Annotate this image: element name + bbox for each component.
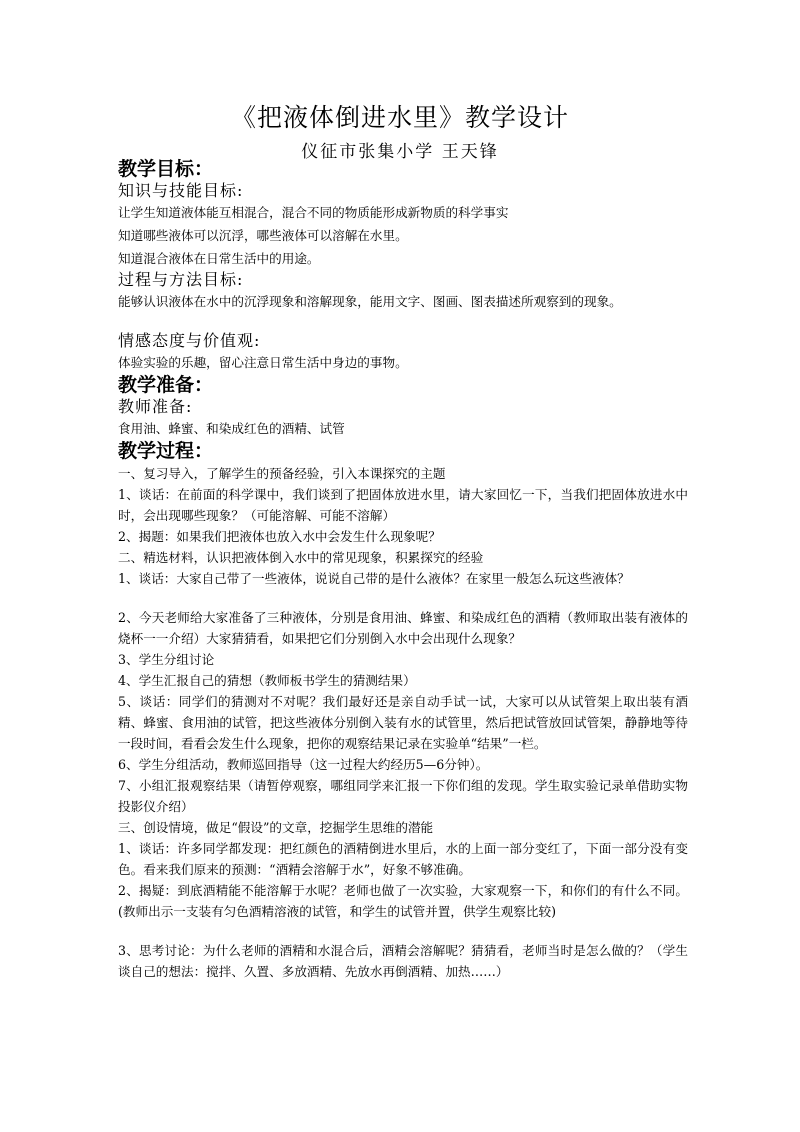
goals-heading: 教学目标： xyxy=(118,158,214,180)
procedure-line: 一、复习导入，了解学生的预备经验，引入本课探究的主题 xyxy=(118,466,446,481)
teacher-prep-heading: 教师准备: xyxy=(118,397,193,416)
paragraph: 食用油、蜂蜜、和染成红色的酒精、试管 xyxy=(118,421,345,436)
procedure-line: 2、今天老师给大家准备了三种液体，分别是食用油、蜂蜜、和染成红色的酒精（教师取出装有液体的烧杯一一介绍）大家猜猜看，如果把它们分别倒入水中会出现什么现象？ xyxy=(118,610,688,646)
procedure-line: 7、小组汇报观察结果（请暂停观察，哪组同学来汇报一下你们组的发现。学生取实验记录单借助实物投影仪介绍） xyxy=(118,778,688,814)
paragraph: 让学生知道液体能互相混合，混合不同的物质能形成新物质的科学事实 xyxy=(118,205,509,220)
knowledge-heading: 知识与技能目标: xyxy=(118,181,244,200)
document-body xyxy=(118,158,688,982)
procedure-line: 2、揭题：如果我们把液体也放入水中会发生什么现象呢？ xyxy=(118,529,441,544)
process-heading: 过程与方法目标: xyxy=(118,270,244,289)
procedure-line: 3、学生分组讨论 xyxy=(118,652,215,667)
procedure-line: 4、学生汇报自己的猜想（教师板书学生的猜测结果） xyxy=(118,673,416,688)
procedure-line: 1、谈话：许多同学都发现：把红颜色的酒精倒进水里后，水的上面一部分变红了，下面一部分没有变色。看来我们原来的预测：“酒精会溶解于水”，好象不够准确。 xyxy=(118,841,688,877)
author-line: 仪征市张集小学 王天锋 xyxy=(301,142,499,162)
procedure-line: 三、创设情境，做足“假设”的文章，挖掘学生思维的潜能 xyxy=(118,820,434,835)
paragraph: 知道混合液体在日常生活中的用途。 xyxy=(118,251,320,266)
paragraph: 体验实验的乐趣，留心注意日常生活中身边的事物。 xyxy=(118,355,408,370)
paragraph: 能够认识液体在水中的沉浮现象和溶解现象，能用文字、图画、图表描述所观察到的现象。 xyxy=(118,294,622,309)
procedure-line: 1、谈话：在前面的科学课中，我们谈到了把固体放进水里，请大家回忆一下，当我们把固体放进水中时，会出现哪些现象？（可能溶解、可能不溶解） xyxy=(118,487,688,523)
procedure-line: 3、思考讨论：为什么老师的酒精和水混合后，酒精会溶解呢？猜猜看，老师当时是怎么做的？（学生谈自己的想法：搅拌、久置、多放酒精、先放水再倒酒精、加热……） xyxy=(118,943,688,979)
procedure-line: 2、揭疑：到底酒精能不能溶解于水呢？老师也做了一次实验，大家观察一下，和你们的有什么不同。(教师出示一支装有匀色酒精溶液的试管，和学生的试管并置，供学生观察比较) xyxy=(118,883,688,919)
paragraph: 知道哪些液体可以沉浮，哪些液体可以溶解在水里。 xyxy=(118,228,408,243)
procedure-line: 二、精选材料，认识把液体倒入水中的常见现象，积累探究的经验 xyxy=(118,550,484,565)
emotion-heading: 情感态度与价值观: xyxy=(118,331,261,350)
procedure-heading: 教学过程： xyxy=(118,440,214,462)
procedure-line: 5、谈话：同学们的猜测对不对呢？我们最好还是亲自动手试一试，大家可以从试管架上取出装有酒精、蜂蜜、食用油的试管，把这些液体分别倒入装有水的试管里，然后把试管放回试管架，静静地等待一段时间，看看会发生什么现象，把你的观察结果记录在实验单“结果”一栏。 xyxy=(118,694,688,751)
procedure-line: 6、学生分组活动，教师巡回指导（这一过程大约经历5—6分钟）。 xyxy=(118,757,489,772)
prep-heading: 教学准备： xyxy=(118,374,214,396)
procedure-line: 1、谈话：大家自己带了一些液体，说说自己带的是什么液体？在家里一般怎么玩这些液体？ xyxy=(118,571,630,586)
document-title: 《把液体倒进水里》教学设计 xyxy=(230,103,569,132)
